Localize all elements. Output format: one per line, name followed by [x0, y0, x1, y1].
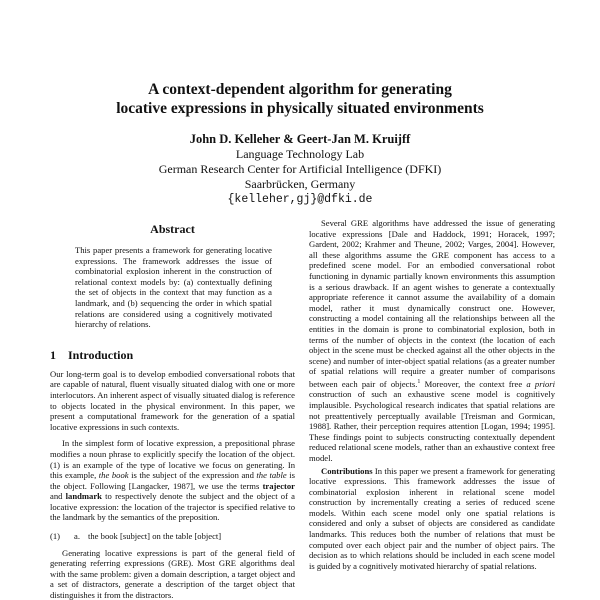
contributions-label: Contributions: [321, 465, 373, 476]
footnote-marker: 1: [417, 378, 421, 385]
authors: John D. Kelleher & Geert-Jan M. Kruijff: [189, 132, 411, 146]
contributions-paragraph: Contributions In this paper we present a framework for generating locative expressions. This framework addresses the issue of combinatorial explosion inherent in relational scene model construction by incrementally creating a series of reduced scene models. Within each scene model only one spatial relations is considered and only a subset of objects are considered as candidate landmarks. This reduces both the number of relations that must be computed over each object pair and the number of object pairs. The decision as to which relations should be included in each scene model is guided by a cognitively motivated hierarchy of spatial relations.: [309, 465, 555, 571]
affiliation-institute: German Research Center for Artificial Intelligence (DFKI): [158, 162, 442, 176]
affiliation-location: Saarbrücken, Germany: [244, 177, 356, 191]
intro-paragraph-2: In the simplest form of locative expression, a prepositional phrase modifies a noun phrase to explicitly specify the location of the object. (1) is an example of the type of locative we focus on generating. In this example, the book is the subject of the expression and the table is the object. Following [Langacker, 1987], we use the terms trajector and landmark to respectively denote the subject and the object of a locative expression: the location of the trajector is specified relative to the landmark by the semantics of the preposition.: [50, 438, 296, 523]
paper-title-line2: locative expressions in physically situated environments: [116, 100, 484, 117]
paper-title-line1: A context-dependent algorithm for generating: [148, 81, 452, 98]
intro-paragraph-3: Generating locative expressions is part of the general field of generating referring expressions (GRE). Most GRE algorithms deal with the same problem: given a domain description, a target object and a set of distractors, generate a description of the target object that distinguishes it from the distractors.: [50, 547, 295, 600]
example-1: [50, 531, 295, 542]
intro-paragraph-1: Our long-term goal is to develop embodied conversational robots that are capable of natural, fluent visually situated dialog with one or more interlocutors. An inherent aspect of visually situated dialog is reference to objects located in the physical environment. In this paper, we present a computational framework for the generation of a spatial locative expressions in such contexts.: [50, 368, 295, 432]
section-number: 1: [50, 347, 56, 362]
abstract-heading: Abstract: [150, 222, 195, 236]
section-heading-introduction: [50, 348, 295, 363]
example-letter: a.: [74, 531, 80, 542]
abstract-text: This paper presents a framework for generating locative expressions. The framework addresses the issue of combinatorial explosion inherent in the construction of relational context models by: (a) contextually defining the set of objects in the context that may function as a landmark, and (b) sequencing the order in which spatial relations are considered using a cognitively motivated hierarchy of relations.: [75, 245, 272, 330]
author-email: {kelleher,gj}@dfki.de: [227, 193, 373, 206]
example-number: (1): [50, 531, 61, 542]
right-column: [309, 218, 555, 571]
left-column: [50, 222, 295, 600]
section-title: Introduction: [68, 347, 134, 362]
affiliation-lab: Language Technology Lab: [235, 147, 365, 161]
example-text: the book [subject] on the table [object]: [88, 531, 222, 542]
related-work-paragraph: Several GRE algorithms have addressed the issue of generating locative expressions [Dale and Haddock, 1991; Horacek, 1997; Gardent, 2002; Krahmer and Theune, 2002; Varges, 2004]. However, all these algorithms assume the GRE component has access to a predefined scene model. For an embodied conversational robot functioning in dynamic partially known environments this assumption is a serious drawback. If an agent wishes to generate a contextually appropriate reference it cannot assume the availability of a domain model, rather it must dynamically construct one. However, constructing a model containing all the relationships between all the entities in the domain is prone to combinatorial explosion, both in terms of the number of objects in the context (the location of each object in the scene must be checked against all the other objects in the scene) and number of inter-object spatial relations (as a greater number of spatial relations will require a greater number of comparisons between each pair of objects.$^1$ Moreover, the context free a priori construction of such an exhaustive scene model is cognitively implausible. Psychological research indicates that spatial relations are not preattentively perceptually available [Treisman and Gormican, 1988]. Rather, their perception requires attention [Logan, 1994; 1995]. These findings point to subjects constructing contextually dependent reduced relational scene models, rather than an exhaustive context free model.: [309, 218, 555, 463]
